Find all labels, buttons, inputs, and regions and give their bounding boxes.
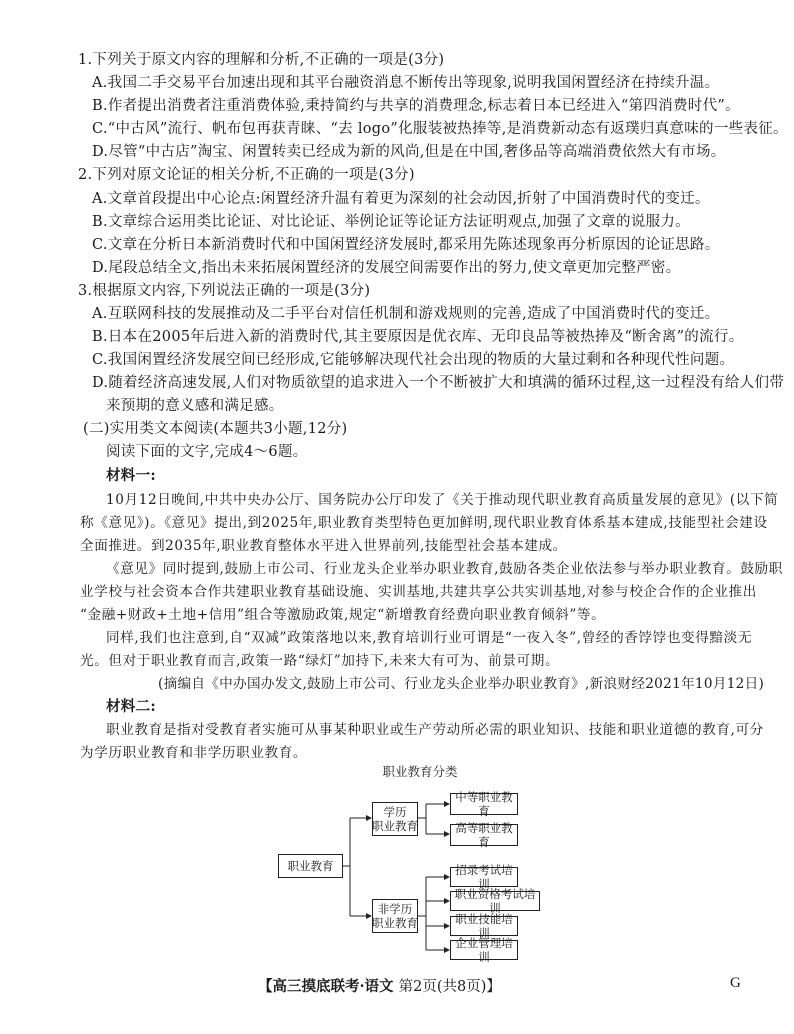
material-2-paragraph-line-2: 为学历职业教育和非学历职业教育。	[80, 745, 308, 761]
question-3-option-b: B.日本在2005年后进入新的消费时代,其主要原因是优衣库、无印良品等被热捧及“断舍离”的流行。	[92, 329, 744, 345]
question-1-option-d: D.尽管“中古店”淘宝、闲置转卖已经成为新的风尚,但是在中国,奢侈品等高端消费依然大有市场。	[92, 144, 726, 160]
vocational-education-classification-diagram	[270, 762, 570, 972]
question-2-option-b: B.文章综合运用类比论证、对比论证、举例论证等论证方法证明观点,加强了文章的说服力。	[92, 214, 690, 230]
diagram-leaf-qualification: 职业资格考试培训	[450, 891, 540, 911]
diagram-leaf-secondary: 中等职业教育	[450, 793, 518, 815]
footer-page-number: 第2页(共8页)】	[398, 979, 501, 995]
diagram-title: 职业教育分类	[382, 764, 458, 779]
material-1-paragraph-1-line-3: 全面推进。到2035年,职业教育整体水平进入世界前列,技能型社会基本建成。	[80, 538, 567, 554]
page-footer	[258, 975, 501, 996]
question-3-option-d: D.随着经济高速发展,人们对物质欲望的追求进入一个不断被扩大和填满的循环过程,这一过程没有给人们带	[92, 375, 785, 391]
question-2-option-c: C.文章在分析日本新消费时代和中国闲置经济发展时,都采用先陈述现象再分析原因的论证思路。	[92, 237, 720, 253]
question-2-stem: 2.下列对原文论证的相关分析,不正确的一项是(3分)	[78, 167, 415, 183]
question-1-option-c: C.“中古风”流行、帆布包再获青睐、“去 logo”化服装被热捧等,是消费新动态有返璞归真意味的一些表征。	[92, 121, 788, 137]
section-2-instruction: 阅读下面的文字,完成4～6题。	[106, 444, 308, 460]
question-1-option-a: A.我国二手交易平台加速出现和其平台融资消息不断传出等现象,说明我国闲置经济在持续升温。	[92, 75, 720, 91]
material-1-paragraph-2-line-1: 《意见》同时提到,鼓励上市公司、行业龙头企业举办职业教育,鼓励各类企业依法参与举办职业教育。鼓励职	[106, 561, 783, 577]
diagram-leaf-skills: 职业技能培训	[450, 916, 518, 936]
question-2-option-a: A.文章首段提出中心论点:闲置经济升温有着更为深刻的社会动因,折射了中国消费时代的变迁。	[92, 191, 710, 207]
diagram-root-box: 职业教育	[278, 854, 343, 878]
footer-title: 【高三摸底联考·语文	[258, 978, 394, 995]
material-1-paragraph-2-line-2: 业学校与社会资本合作共建职业教育基础设施、实训基地,共建共享公共实训基地,对参与校企合作的企业推出	[80, 584, 757, 600]
question-3-option-d-continued: 来预期的意义感和满足感。	[106, 398, 284, 414]
question-3-stem: 3.根据原文内容,下列说法正确的一项是(3分)	[78, 283, 371, 299]
material-1-paragraph-1-line-1: 10月12日晚间,中共中央办公厅、国务院办公厅印发了《关于推动现代职业教育高质量发展的意见》(以下简	[106, 492, 779, 508]
question-2-option-d: D.尾段总结全文,指出未来拓展闲置经济的发展空间需要作出的努力,使文章更加完整严密。	[92, 260, 681, 276]
material-1-source: (摘编自《中办国办发文,鼓励上市公司、行业龙头企业举办职业教育》,新浪财经2021年10月12日)	[158, 676, 765, 692]
material-1-paragraph-2-line-3: “金融+财政+土地+信用”组合等激励政策,规定“新增教育经费向职业教育倾斜”等。	[80, 607, 606, 623]
diagram-branch-academic: 学历 职业教育	[372, 802, 418, 836]
material-1-label: 材料一:	[106, 467, 157, 484]
question-3-option-a: A.互联网科技的发展推动及二手平台对信任机制和游戏规则的完善,造成了中国消费时代的变迁。	[92, 306, 720, 322]
diagram-leaf-management: 企业管理培训	[450, 940, 518, 960]
material-2-label: 材料二:	[106, 698, 157, 715]
material-1-paragraph-1-line-2: 称《意见》)。《意见》提出,到2025年,职业教育类型特色更加鲜明,现代职业教育体系基本建成,技能型社会建设	[80, 515, 768, 531]
diagram-leaf-higher: 高等职业教育	[450, 824, 518, 846]
section-2-title: (二)实用类文本阅读(本题共3小题,12分)	[83, 421, 348, 437]
diagram-branch-non-academic: 非学历 职业教育	[372, 899, 418, 933]
material-2-paragraph-line-1: 职业教育是指对受教育者实施可从事某种职业或生产劳动所必需的职业知识、技能和职业道德的教育,可分	[106, 722, 764, 738]
material-1-paragraph-3-line-2: 光。但对于职业教育而言,政策一路“绿灯”加持下,未来大有可为、前景可期。	[80, 653, 560, 669]
diagram-leaf-recruitment: 招录考试培训	[450, 867, 518, 887]
material-1-paragraph-3-line-1: 同样,我们也注意到,自“双减”政策落地以来,教育培训行业可谓是“一夜入冬”,曾经的香饽饽也变得黯淡无	[106, 630, 753, 646]
question-1-stem: 1.下列关于原文内容的理解和分析,不正确的一项是(3分)	[78, 52, 445, 68]
question-1-option-b: B.作者提出消费者注重消费体验,秉持简约与共享的消费理念,标志着日本已经进入“第四消费时代”。	[92, 98, 740, 114]
footer-corner-mark: G	[730, 975, 741, 991]
question-3-option-c: C.我国闲置经济发展空间已经形成,它能够解决现代社会出现的物质的大量过剩和各种现代性问题。	[92, 352, 735, 368]
